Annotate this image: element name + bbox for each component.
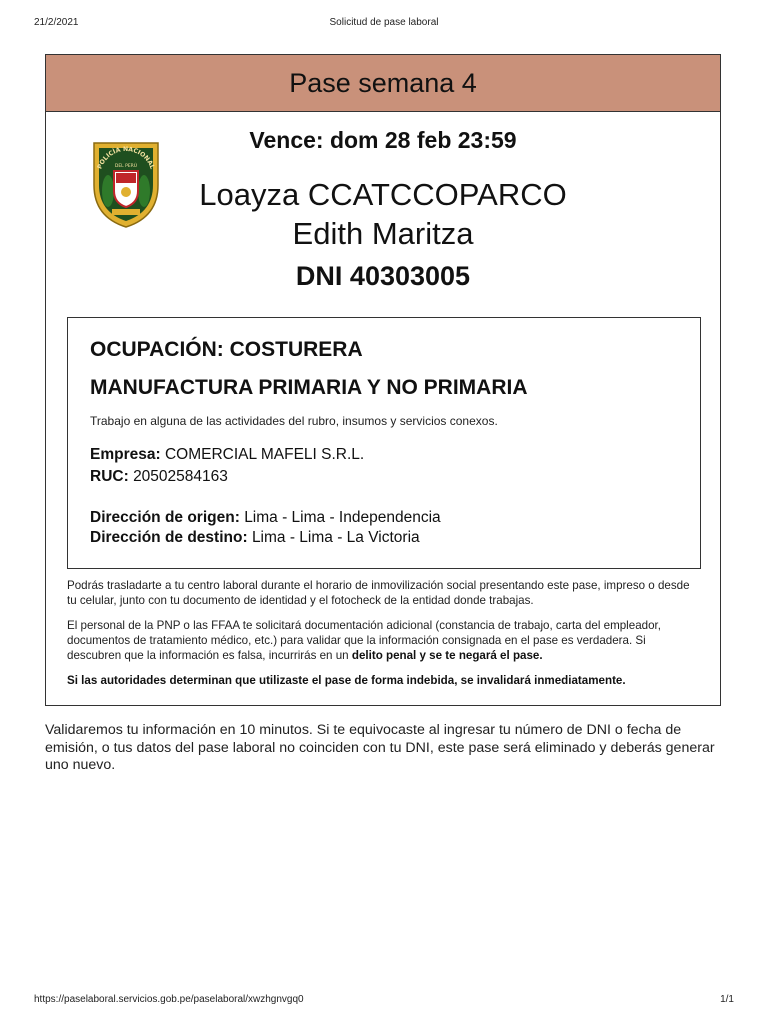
note-invalidation xyxy=(67,673,701,688)
svg-text:POLICÍA NACIONAL: POLICÍA NACIONAL xyxy=(96,145,156,171)
destination-row xyxy=(90,529,420,547)
note-verification-warning: delito penal y se te negará el pase. xyxy=(351,649,543,662)
destination-value: Lima - Lima - La Victoria xyxy=(251,529,420,546)
origin-value: Lima - Lima - Independencia xyxy=(244,509,441,526)
holder-name-line1: Loayza CCATCCOPARCO xyxy=(199,177,567,212)
print-title: Solicitud de pase laboral xyxy=(329,17,439,28)
ruc-label: RUC: xyxy=(90,468,129,485)
svg-text:DEL PERÚ: DEL PERÚ xyxy=(114,164,138,169)
expiry-date: Vence: dom 28 feb 23:59 xyxy=(249,127,517,153)
company-row xyxy=(90,446,364,464)
pass-title: Pase semana 4 xyxy=(46,55,720,112)
note-verification xyxy=(67,618,701,663)
note-invalidation-text: Si las autoridades determinan que utilizaste el pase de forma indebida, se invalidará inmediatamente. xyxy=(67,674,626,687)
holder-dni: DNI 40303005 xyxy=(295,261,471,291)
sector-description: Trabajo en alguna de las actividades del rubro, insumos y servicios conexos. xyxy=(90,414,498,428)
ruc-row xyxy=(90,468,228,486)
origin-row xyxy=(90,509,441,527)
note-verification-text: El personal de la PNP o las FFAA te solicitará documentación adicional (constancia de trabajo, carta del empleador, documentos de tratamiento médico, etc.) para validar que la información consignada en el pase es verdadera. Si descubren que la información es falsa, incurrirás en un xyxy=(67,619,661,662)
work-details-box xyxy=(67,317,701,569)
validation-note: Validaremos tu información en 10 minutos. Si te equivocaste al ingresar tu número de DNI o fecha de emisión, o tus datos del pase laboral no coinciden con tu DNI, este pase será eliminado y deberás generar uno nuevo. xyxy=(45,722,715,773)
company-value: COMERCIAL MAFELI S.R.L. xyxy=(164,446,365,463)
origin-label: Dirección de origen: xyxy=(90,509,240,526)
pass-notes xyxy=(67,578,701,698)
note-usage: Podrás trasladarte a tu centro laboral durante el horario de inmovilización social presentando este pase, impreso o desde tu celular, junto con tu documento de identidad y el fotocheck de la entidad donde trabajas. xyxy=(67,579,690,607)
holder-name-line2: Edith Maritza xyxy=(292,216,474,251)
company-label: Empresa: xyxy=(90,446,161,463)
ruc-value: 20502584163 xyxy=(133,468,228,485)
print-date: 21/2/2021 xyxy=(34,17,79,28)
print-page-count: 1/1 xyxy=(720,994,734,1005)
destination-label: Dirección de destino: xyxy=(90,529,248,546)
occupation: OCUPACIÓN: COSTURERA xyxy=(90,338,363,361)
holder-name xyxy=(46,175,720,253)
print-url: https://paselaboral.servicios.gob.pe/paselaboral/xwzhgnvgq0 xyxy=(34,994,304,1005)
sector: MANUFACTURA PRIMARIA Y NO PRIMARIA xyxy=(90,376,528,399)
work-pass-card xyxy=(45,54,721,706)
